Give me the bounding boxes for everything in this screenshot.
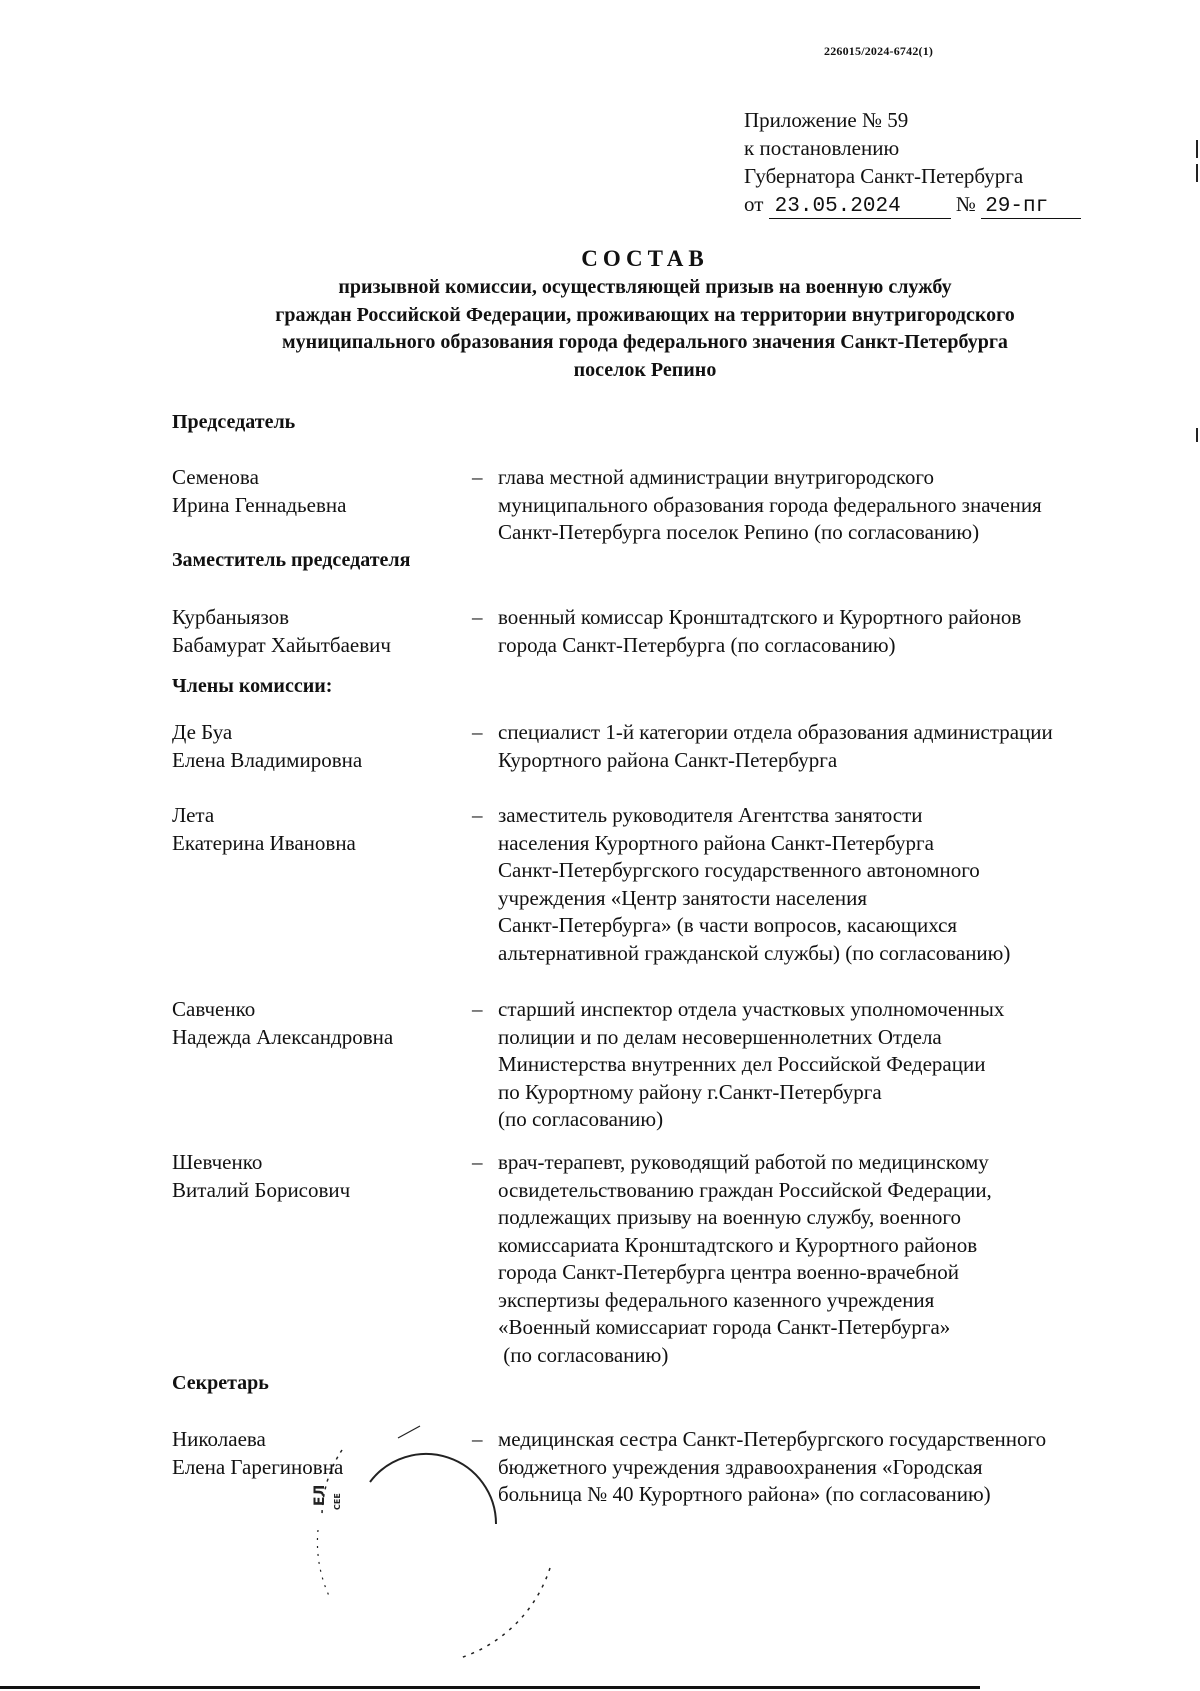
position-line: Санкт-Петербургского государственного автономного [498, 858, 980, 882]
position-line: «Военный комиссариат города Санкт-Петербурга» [498, 1315, 951, 1339]
member-name [172, 719, 362, 774]
position-line: старший инспектор отдела участковых уполномоченных [498, 997, 1005, 1021]
appendix-block [744, 106, 1081, 219]
scan-margin-mark [1196, 164, 1198, 182]
dash-separator: – [472, 720, 483, 744]
member-given-name: Ирина Геннадьевна [172, 492, 347, 517]
dash-separator: – [472, 605, 483, 629]
position-line: Министерства внутренних дел Российской Федерации [498, 1052, 986, 1076]
section-heading-members: Члены комиссии: [172, 675, 333, 697]
member-position [498, 802, 1010, 967]
member-position [498, 1149, 992, 1369]
member-name [172, 604, 391, 659]
position-line: комиссариата Кронштадтского и Курортного районов [498, 1232, 978, 1257]
document-subtitle [160, 274, 1130, 384]
stamp-arc [317, 1530, 330, 1598]
position-line: населения Курортного района Санкт-Петербурга [498, 830, 934, 855]
scan-margin-mark [1196, 140, 1198, 158]
member-given-name: Елена Владимировна [172, 747, 363, 772]
member-position [498, 604, 1021, 659]
position-line: специалист 1-й категории отдела образования администрации [498, 720, 1053, 744]
member-name [172, 1426, 343, 1481]
member-given-name: Надежда Александровна [172, 1024, 394, 1049]
position-line: учреждения «Центр занятости населения [498, 885, 868, 910]
member-position [498, 1426, 1046, 1509]
subtitle-line: поселок Репино [573, 358, 717, 381]
subtitle-line: граждан Российской Федерации, проживающих на территории внутригородского [275, 303, 1015, 326]
document-registration-number: 226015/2024-6742(1) [824, 44, 934, 58]
member-surname: Шевченко [172, 1150, 263, 1174]
stamp-arc [460, 1568, 550, 1658]
position-line: города Санкт-Петербурга (по согласованию) [498, 632, 896, 657]
member-surname: Николаева [172, 1427, 266, 1451]
subtitle-line: муниципального образования города федерального значения Санкт-Петербурга [282, 331, 1008, 353]
position-line: заместитель руководителя Агентства занятости [498, 803, 923, 827]
member-surname: Де Буа [172, 720, 233, 744]
dash-separator: – [472, 465, 483, 489]
member-surname: Курбаныязов [172, 605, 290, 629]
stamp-text: СЕЕ [333, 1493, 342, 1510]
position-line: муниципального образования города федерального значения [498, 492, 1042, 517]
position-line: (по согласованию) [498, 1107, 664, 1131]
bottom-edge-line [0, 1686, 980, 1689]
appendix-reference: к постановлению [744, 136, 900, 160]
decree-date: 23.05.2024 [769, 196, 951, 219]
position-line: медицинская сестра Санкт-Петербургского государственного [498, 1427, 1047, 1451]
member-name [172, 1149, 350, 1204]
member-name [172, 464, 346, 519]
position-line: глава местной администрации внутригородского [498, 465, 935, 489]
position-line: экспертизы федерального казенного учреждения [498, 1287, 935, 1312]
dash-separator: – [472, 1150, 483, 1174]
position-line: (по согласованию) [498, 1342, 669, 1367]
stamp-arc [398, 1426, 420, 1438]
position-line: военный комиссар Кронштадтского и Курортного районов [498, 605, 1022, 629]
decree-number: 29-пг [981, 196, 1081, 219]
dash-separator: – [472, 1427, 483, 1451]
member-position [498, 996, 1004, 1134]
position-line: по Курортному району г.Санкт-Петербурга [498, 1079, 882, 1104]
position-line: больница № 40 Курортного района» (по согласованию) [498, 1482, 991, 1506]
position-line: Санкт-Петербурга» (в части вопросов, касающихся [498, 913, 958, 937]
position-line: полиции и по делам несовершеннолетних Отдела [498, 1024, 942, 1049]
position-line: врач-терапевт, руководящий работой по медицинскому [498, 1150, 989, 1174]
date-prefix: от [744, 192, 764, 216]
dash-separator: – [472, 997, 483, 1021]
member-given-name: Елена Гарегиновна [172, 1454, 344, 1479]
section-heading-secretary: Секретарь [172, 1372, 269, 1394]
position-line: подлежащих призыву на военную службу, военного [498, 1205, 961, 1229]
position-line: альтернативной гражданской службы) (по согласованию) [498, 940, 1011, 965]
position-line: Санкт-Петербурга поселок Репино (по согласованию) [498, 520, 980, 544]
appendix-issuer: Губернатора Санкт-Петербурга [744, 164, 1024, 188]
member-surname: Лета [172, 803, 215, 827]
appendix-date-line [744, 190, 1081, 219]
appendix-number: Приложение № 59 [744, 108, 909, 132]
member-surname: Савченко [172, 997, 256, 1021]
dash-separator: – [472, 803, 483, 827]
subtitle-line: призывной комиссии, осуществляющей призыв на военную службу [338, 276, 952, 298]
section-heading-deputy: Заместитель председателя [172, 549, 411, 571]
member-name [172, 802, 356, 857]
number-prefix: № [955, 192, 976, 216]
member-given-name: Бабамурат Хайытбаевич [172, 632, 391, 657]
member-position [498, 719, 1053, 774]
member-given-name: Виталий Борисович [172, 1177, 351, 1202]
scan-margin-mark [1196, 428, 1198, 442]
position-line: освидетельствованию граждан Российской Федерации, [498, 1177, 992, 1202]
position-line: Курортного района Санкт-Петербурга [498, 747, 838, 772]
member-given-name: Екатерина Ивановна [172, 830, 356, 855]
stamp-arc [370, 1454, 496, 1524]
member-position [498, 464, 1042, 547]
section-heading-chairman: Председатель [172, 411, 296, 433]
stamp-text: ЕЛ [312, 1484, 328, 1506]
member-surname: Семенова [172, 465, 259, 489]
position-line: бюджетного учреждения здравоохранения «Городская [498, 1454, 983, 1479]
document-title: СОСТАВ [581, 246, 709, 271]
member-name [172, 996, 393, 1051]
position-line: города Санкт-Петербурга центра военно-врачебной [498, 1260, 960, 1284]
